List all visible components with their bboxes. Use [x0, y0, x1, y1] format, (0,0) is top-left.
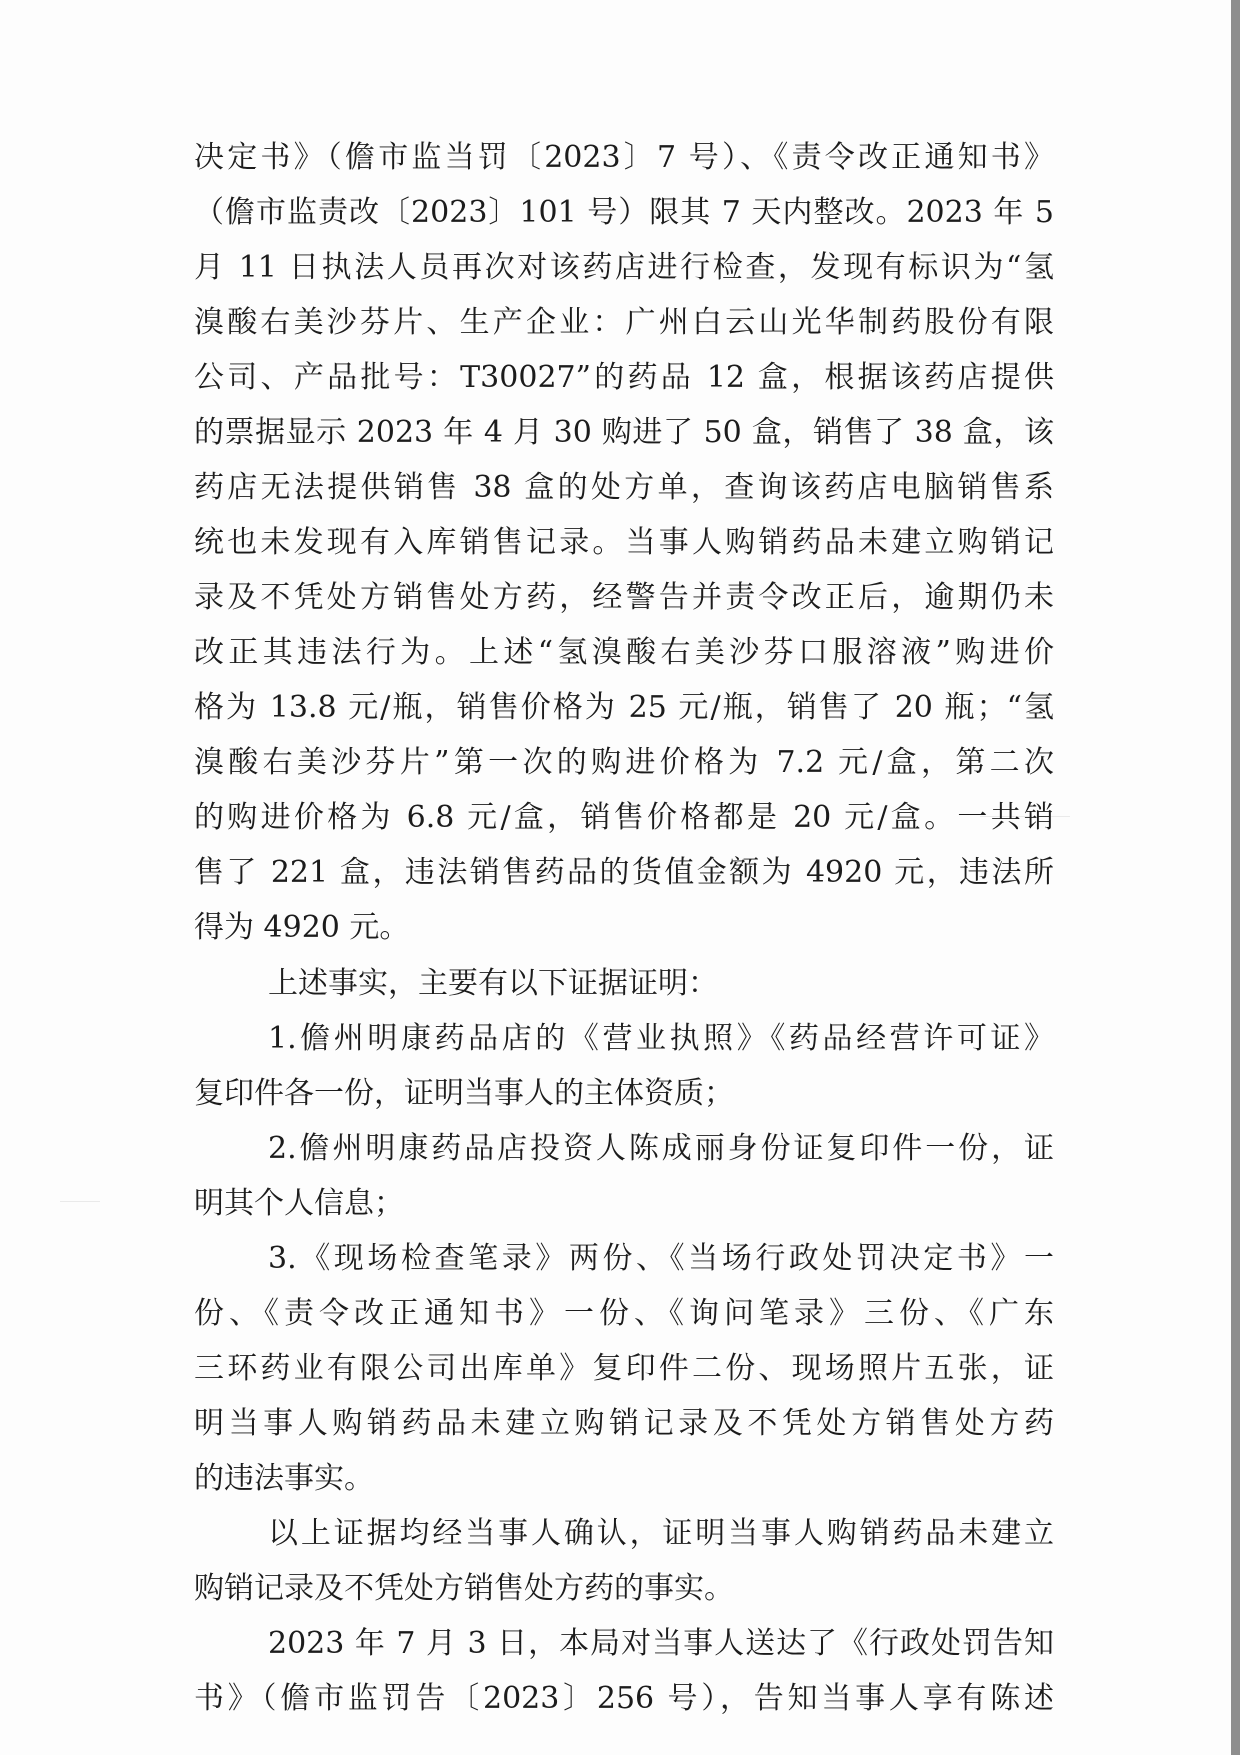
text-line: 药店无法提供销售 38 盒的处方单，查询该药店电脑销售系: [194, 470, 1054, 505]
text-line: 明其个人信息；: [194, 1186, 404, 1221]
text-line: 以上证据均经当事人确认，证明当事人购销药品未建立: [268, 1516, 1054, 1551]
text-line: 的票据显示 2023 年 4 月 30 购进了 50 盒，销售了 38 盒，该: [194, 415, 1054, 450]
text-line: 3.《现场检查笔录》两份、《当场行政处罚决定书》一: [268, 1241, 1054, 1276]
text-line: 的违法事实。: [194, 1461, 374, 1496]
text-line: 决定书》（儋市监当罚〔2023〕7 号）、《责令改正通知书》: [194, 140, 1054, 175]
text-line: 2.儋州明康药品店投资人陈成丽身份证复印件一份，证: [268, 1131, 1054, 1166]
text-line: 复印件各一份，证明当事人的主体资质；: [194, 1076, 734, 1111]
text-line: 格为 13.8 元/瓶，销售价格为 25 元/瓶，销售了 20 瓶；“氢: [194, 690, 1054, 725]
text-line: 的购进价格为 6.8 元/盒，销售价格都是 20 元/盒。一共销: [194, 800, 1054, 835]
scan-artifact-line: [60, 1201, 100, 1202]
text-line: 月 11 日执法人员再次对该药店进行检查，发现有标识为“氢: [194, 250, 1054, 285]
text-line: 明当事人购销药品未建立购销记录及不凭处方销售处方药: [194, 1406, 1054, 1441]
text-line: 书》（儋市监罚告〔2023〕256 号），告知当事人享有陈述: [194, 1681, 1054, 1716]
text-line: 售了 221 盒，违法销售药品的货值金额为 4920 元，违法所: [194, 855, 1054, 890]
text-line: （儋市监责改〔2023〕101 号）限其 7 天内整改。2023 年 5: [194, 195, 1054, 230]
text-line: 统也未发现有入库销售记录。当事人购销药品未建立购销记: [194, 525, 1054, 560]
text-line: 购销记录及不凭处方销售处方药的事实。: [194, 1571, 734, 1606]
text-line: 1.儋州明康药品店的《营业执照》《药品经营许可证》: [268, 1021, 1054, 1056]
text-line: 2023 年 7 月 3 日，本局对当事人送达了《行政处罚告知: [268, 1626, 1054, 1661]
text-line: 份、《责令改正通知书》一份、《询问笔录》三份、《广东: [194, 1296, 1054, 1331]
text-line: 录及不凭处方销售处方药，经警告并责令改正后，逾期仍未: [194, 580, 1054, 615]
scan-edge: [1231, 0, 1240, 1755]
text-line: 公司、产品批号：T30027”的药品 12 盒，根据该药店提供: [194, 360, 1054, 395]
text-line: 溴酸右美沙芬片”第一次的购进价格为 7.2 元/盒，第二次: [194, 745, 1054, 780]
text-line: 得为 4920 元。: [194, 910, 410, 945]
text-line: 改正其违法行为。上述“氢溴酸右美沙芬口服溶液”购进价: [194, 635, 1054, 670]
text-line: 三环药业有限公司出库单》复印件二份、现场照片五张，证: [194, 1351, 1054, 1386]
text-line: 溴酸右美沙芬片、生产企业：广州白云山光华制药股份有限: [194, 305, 1054, 340]
text-line: 上述事实，主要有以下证据证明：: [268, 966, 718, 1001]
